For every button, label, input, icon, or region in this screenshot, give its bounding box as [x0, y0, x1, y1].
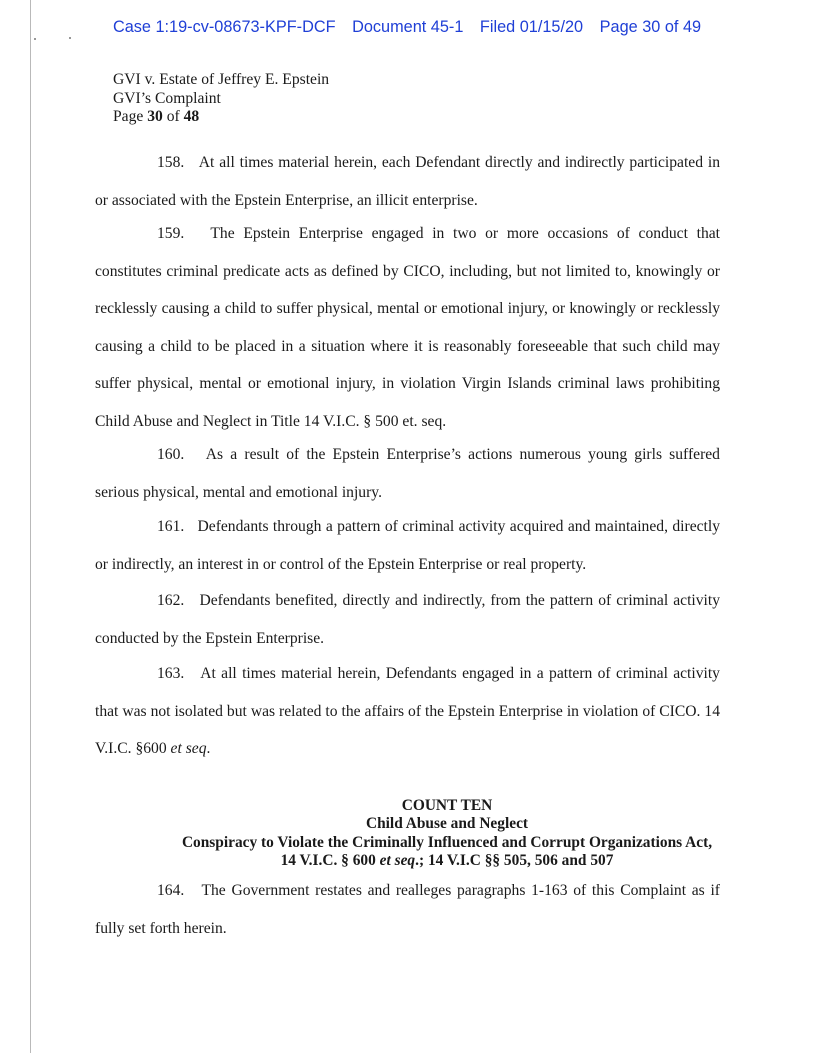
italic-et-seq: et seq — [170, 740, 207, 758]
paragraph-160 — [95, 436, 720, 511]
count-line-2 — [60, 852, 814, 870]
scan-speck — [69, 37, 71, 39]
caption-page-num: 30 — [147, 108, 163, 125]
count-heading — [60, 797, 814, 871]
paragraph-161 — [95, 508, 720, 583]
caption-page-of: of — [162, 108, 184, 125]
count-line-1: Conspiracy to Violate the Criminally Influenced and Corrupt Organizations Act, — [181, 833, 713, 851]
caption-page-prefix: Page — [113, 108, 148, 125]
paragraph-text: At all times material herein, each Defendant directly and indirectly participated in or associated with the Epstein Enterprise, an illicit enterprise. — [95, 154, 720, 209]
paragraph-text: The Government restates and realleges paragraphs 1-163 of this Complaint as if fully set forth herein. — [95, 882, 720, 937]
paragraph-text: Defendants benefited, directly and indirectly, from the pattern of criminal activity conducted by the Epstein Enterprise. — [95, 592, 721, 647]
paragraph-164 — [95, 872, 720, 947]
caption-subtitle: GVI’s Complaint — [113, 89, 221, 107]
paragraph-number: 163. — [157, 665, 185, 682]
paragraph-number: 158. — [157, 154, 185, 171]
paragraph-number: 162. — [157, 592, 185, 609]
case-number: Case 1:19-cv-08673-KPF-DCF — [112, 18, 336, 36]
count-subtitle: Child Abuse and Neglect — [365, 815, 529, 833]
count-italic-et-seq: et seq — [379, 852, 416, 870]
paragraph-162 — [95, 582, 720, 657]
paragraph-text: As a result of the Epstein Enterprise’s actions numerous young girls suffered serious physical, mental and emotional injury. — [95, 446, 720, 501]
paragraph-number: 159. — [157, 225, 185, 242]
caption-page — [113, 108, 329, 127]
paragraph-text: The Epstein Enterprise engaged in two or more occasions of conduct that constitutes criminal predicate acts as defined by CICO, including, but not limited to, knowingly or recklessly causing a child to suffer physical, mental or emotional injury, or knowingly or recklessly causing a child to be placed in a situation where it is reasonably foreseeable that such child may suffer physical, mental or emotional injury, in violation Virgin Islands criminal laws prohibiting Child Abuse and Neglect in Title 14 V.I.C. § 500 et. seq. — [95, 225, 720, 430]
paragraph-text: Defendants through a pattern of criminal activity acquired and maintained, directly or indirectly, an interest in or control of the Epstein Enterprise or real property. — [95, 518, 720, 573]
paragraph-tail: . — [206, 740, 211, 758]
ecf-case-header — [0, 18, 814, 37]
document-number: Document 45-1 — [352, 18, 464, 36]
filed-date: Filed 01/15/20 — [479, 18, 584, 36]
paragraph-number: 161. — [157, 518, 185, 535]
count-citation-b: .; 14 V.I.C §§ 505, 506 and 507 — [415, 852, 614, 870]
count-title: COUNT TEN — [401, 797, 493, 814]
paragraph-number: 160. — [157, 446, 185, 463]
paragraph-163 — [95, 655, 720, 768]
paragraph-text: At all times material herein, Defendants engaged in a pattern of criminal activity that was not isolated but was related to the affairs of the Epstein Enterprise in violation of CICO. 14 V.I.C. §600 — [95, 665, 720, 758]
scan-edge-line — [30, 0, 31, 1053]
scan-speck — [34, 38, 36, 40]
paragraph-number: 164. — [157, 882, 185, 899]
paragraph-159 — [95, 215, 720, 441]
caption-title: GVI v. Estate of Jeffrey E. Epstein — [113, 71, 330, 88]
count-citation-a: 14 V.I.C. § 600 — [280, 852, 380, 870]
document-caption — [113, 71, 329, 127]
paragraph-158 — [95, 144, 720, 219]
caption-page-total: 48 — [183, 108, 200, 125]
ecf-page-number: Page 30 of 49 — [599, 18, 702, 36]
